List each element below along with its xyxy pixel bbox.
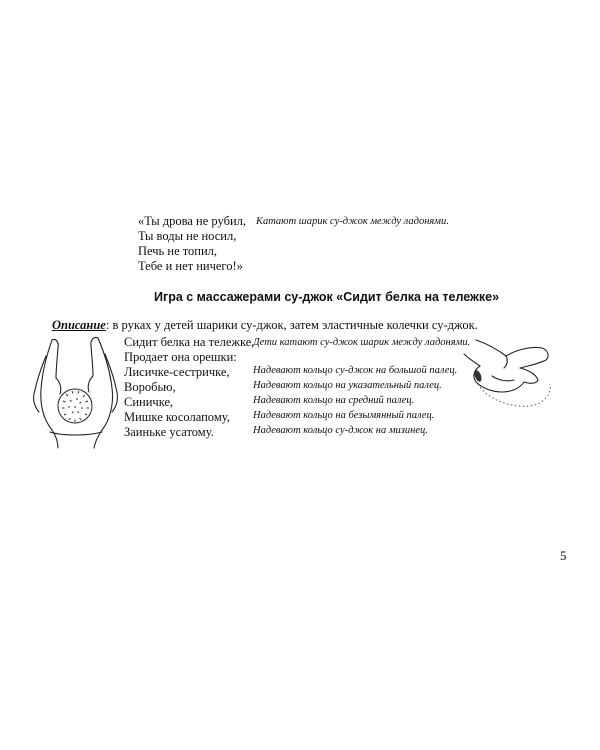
hand-with-ring-icon [458, 336, 558, 422]
verse-note: Надевают кольцо су-джок на большой палец. [253, 365, 458, 376]
hands-with-ball-icon [22, 332, 122, 450]
verse-note: Надевают кольцо на указательный палец. [253, 380, 442, 391]
verse-line: Продает она орешки: [124, 350, 237, 364]
page-number: 5 [560, 548, 567, 563]
verse-line: Мишке косолапому, [124, 410, 230, 424]
verse-note: Надевают кольцо на средний палец. [253, 395, 415, 406]
game-verse [124, 335, 254, 440]
verse-note: Надевают кольцо су-джок на мизинец. [253, 425, 428, 436]
verse-line: Воробью, [124, 380, 176, 394]
description-label: Описание [52, 318, 106, 332]
verse-line: Синичке, [124, 395, 174, 409]
verse-note: Надевают кольцо на безымянный палец. [253, 410, 435, 421]
verse-line: Заиньке усатому. [124, 425, 214, 439]
poem-line: Ты воды не носил, [138, 229, 237, 243]
poem-1-note: Катают шарик су-джок между ладонями. [256, 216, 449, 227]
description-text: : в руках у детей шарики су-джок, затем эластичные колечки су-джок. [105, 318, 478, 332]
poem-line: Печь не топил, [138, 244, 218, 258]
verse-note: Дети катают су-джок шарик между ладонями. [253, 337, 471, 348]
poem-line: Тебе и нет ничего!» [138, 259, 243, 273]
verse-line: Сидит белка на тележке, [124, 335, 255, 349]
game-title: Игра с массажерами су-джок «Сидит белка на тележке» [154, 290, 500, 304]
poem-1 [138, 214, 246, 274]
poem-line: «Ты дрова не рубил, [138, 214, 247, 228]
verse-line: Лисичке-сестричке, [124, 365, 230, 379]
game-description [52, 318, 478, 333]
